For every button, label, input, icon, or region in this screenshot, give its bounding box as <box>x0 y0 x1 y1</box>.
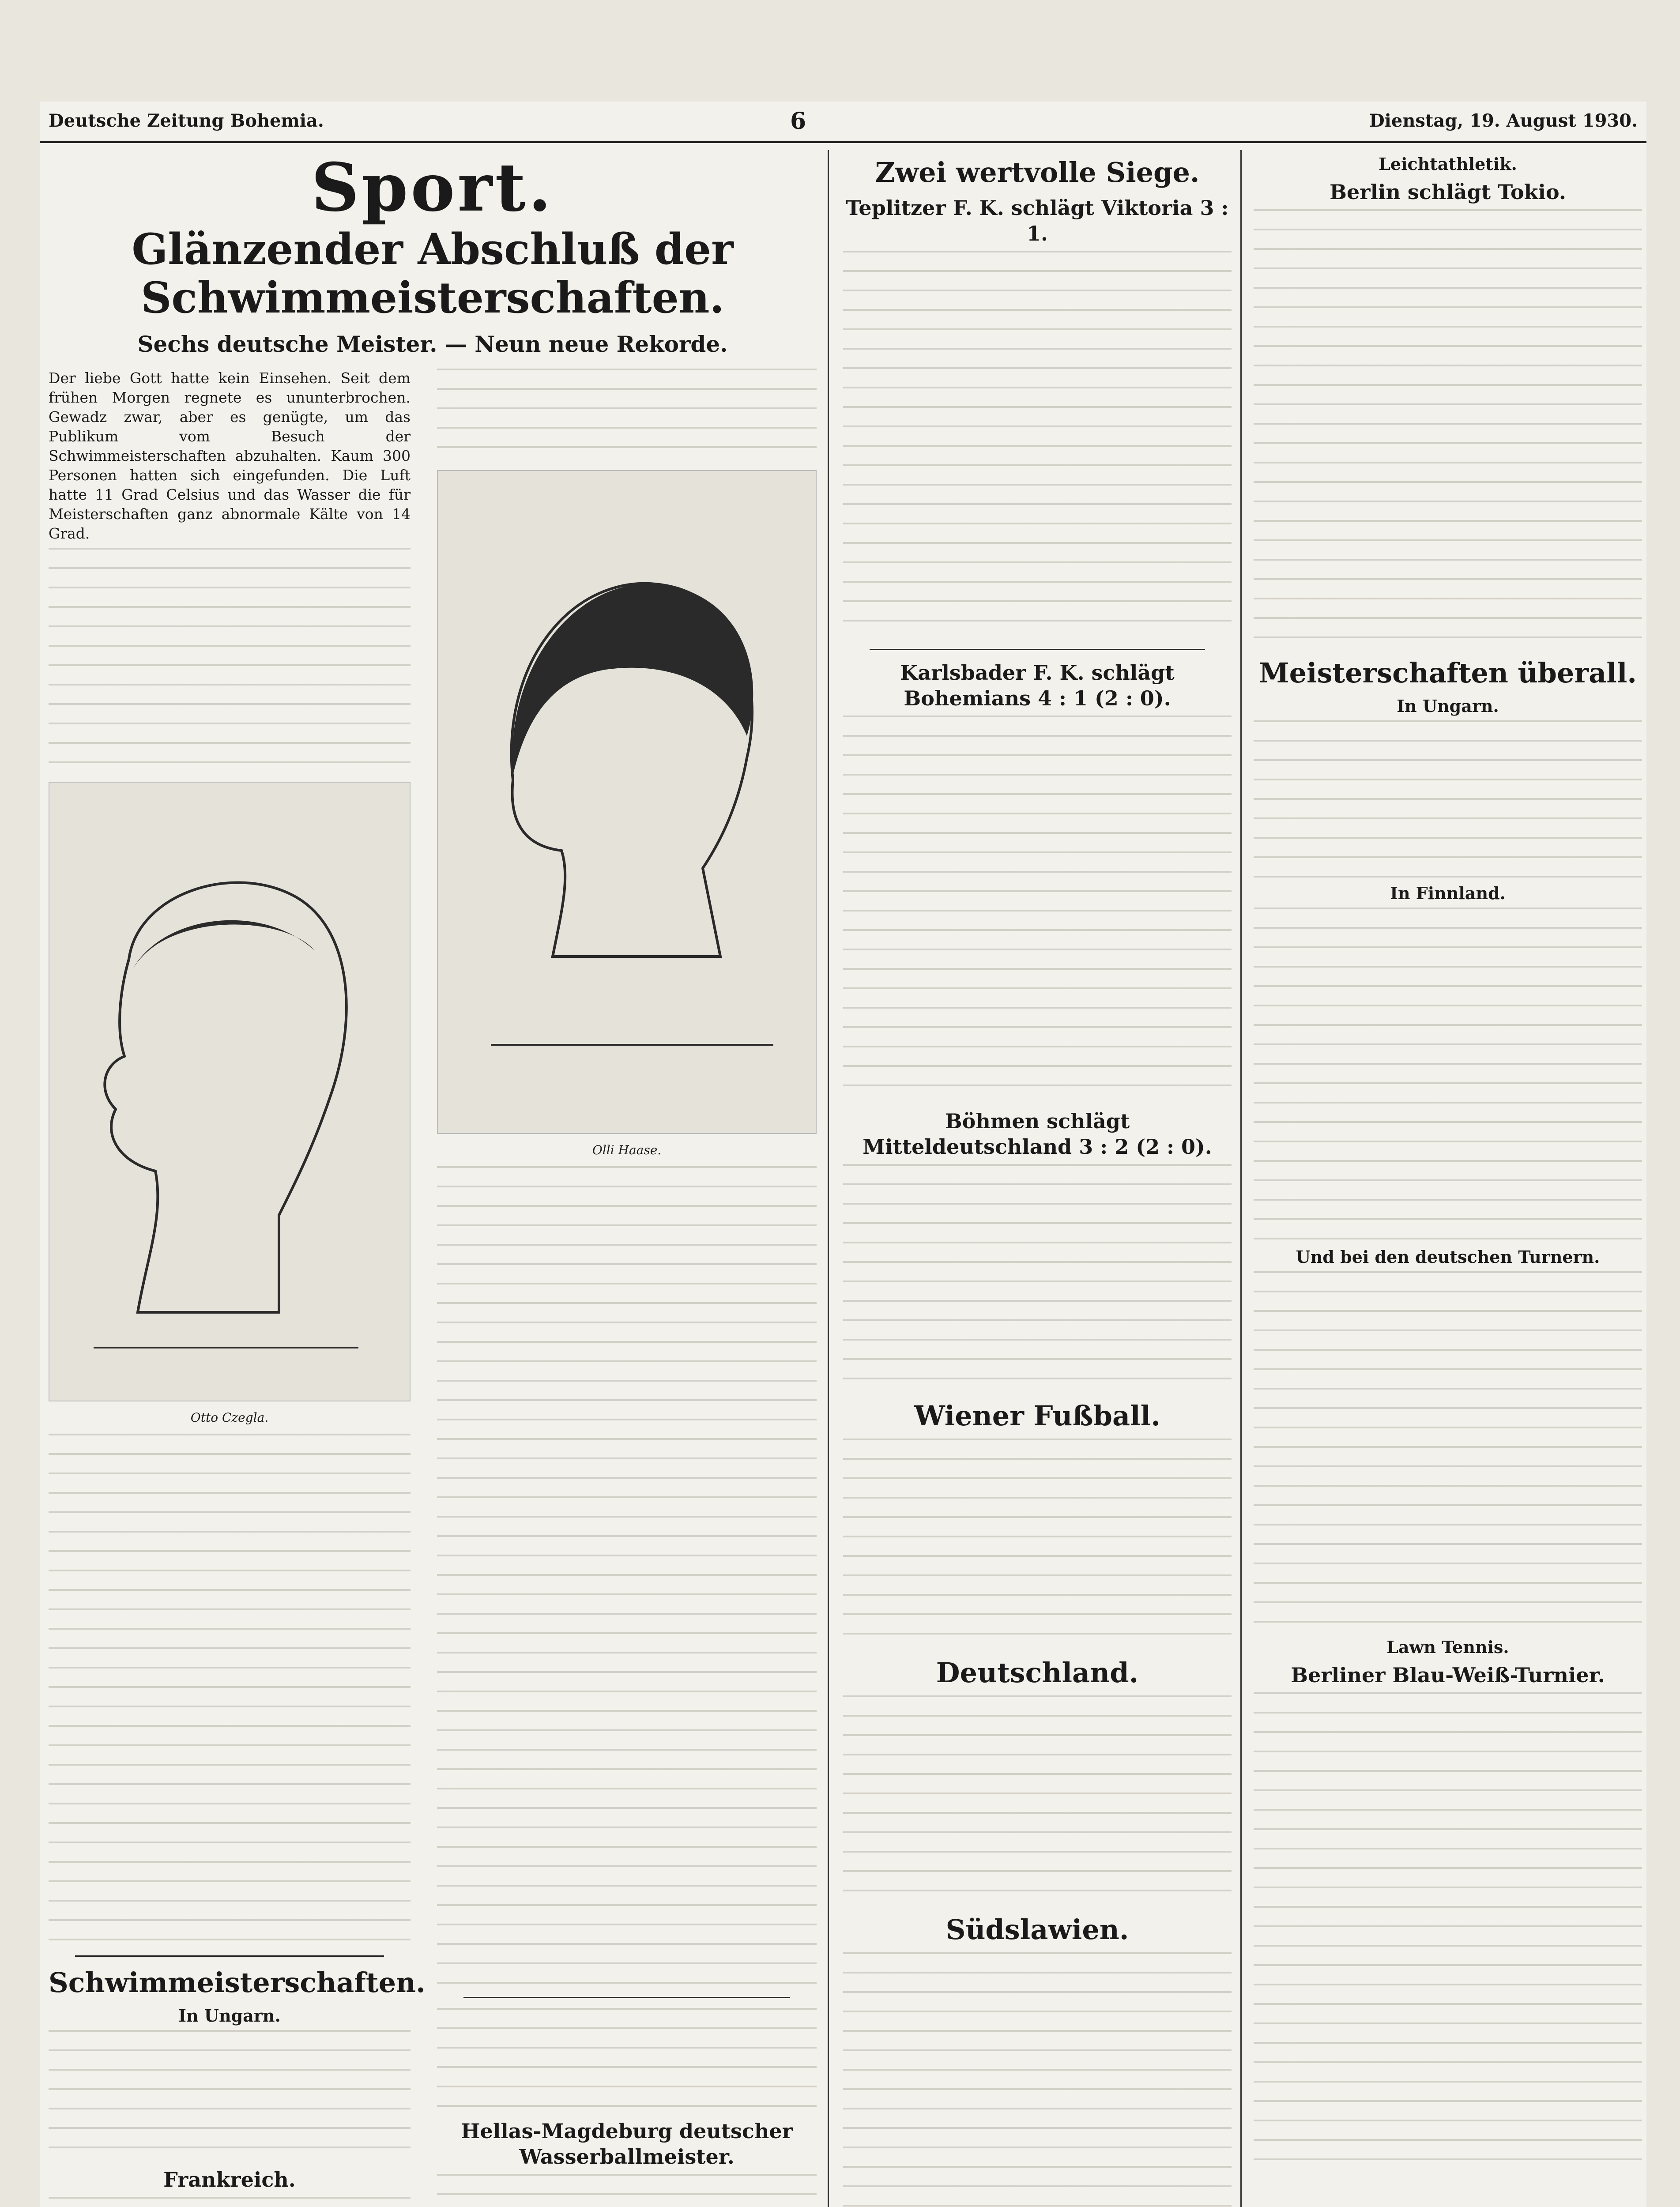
body-text-block <box>843 1952 1232 2207</box>
main-headline: Glänzender Abschluß der Schwimmeisterschaften. <box>132 224 734 323</box>
body-text-block <box>1254 1271 1642 1633</box>
article-col-right <box>437 369 817 2207</box>
column-rule <box>828 150 829 2207</box>
body-text-block <box>49 2197 411 2207</box>
body-text-block <box>49 2030 411 2162</box>
newspaper-page <box>40 102 1646 2207</box>
body-text-block <box>437 369 817 466</box>
body-text-block <box>437 2174 817 2207</box>
column-rule <box>1240 150 1242 2207</box>
body-text-block <box>1254 720 1642 879</box>
body-text-block <box>49 1434 411 1946</box>
body-text-block <box>1254 209 1642 651</box>
body-text-block <box>843 251 1232 639</box>
column-athletics <box>1254 150 1642 2207</box>
subsection-heading: In Finnland. <box>1390 883 1506 903</box>
article-heading: Wiener Fußball. <box>914 1400 1160 1432</box>
body-text-block <box>843 716 1232 1104</box>
divider <box>463 1997 790 1998</box>
caption-haase: Olli Haase. <box>592 1143 662 1157</box>
page-header <box>40 102 1646 143</box>
page-number: 6 <box>790 108 806 135</box>
body-text-block <box>1254 908 1642 1243</box>
divider <box>870 649 1205 650</box>
section-title: Sport. <box>311 150 554 226</box>
sub-headline: Sechs deutsche Meister. — Neun neue Rekorde. <box>137 331 728 357</box>
body-text-block <box>843 1439 1232 1650</box>
article-heading: Südslawien. <box>945 1913 1129 1946</box>
subsection-heading: Frankreich. <box>163 2168 296 2192</box>
subsection-heading: In Ungarn. <box>178 2006 281 2026</box>
portrait-otto-czegla <box>49 782 411 1401</box>
article-heading: Teplitzer F. K. schlägt Viktoria 3 : 1. <box>846 196 1229 245</box>
sketch-portrait-man <box>49 783 411 1401</box>
article-heading: Böhmen schlägt Mitteldeutschland 3 : 2 (2 : 0). <box>863 1109 1212 1159</box>
article-heading: Karlsbader F. K. schlägt Bohemians 4 : 1 (2 : 0). <box>900 661 1175 710</box>
subsection-heading: In Ungarn. <box>1397 696 1499 716</box>
divider <box>75 1955 384 1957</box>
article-columns <box>49 369 817 2207</box>
subsection-heading: Hellas-Magdeburg deutscher Wasserballmeister. <box>461 2119 793 2169</box>
body-text-block <box>843 1164 1232 1393</box>
article-heading: Deutschland. <box>936 1657 1139 1689</box>
body-text-block <box>49 548 411 777</box>
column-swimming <box>49 150 817 2207</box>
article-heading: Meisterschaften überall. <box>1258 657 1637 689</box>
subsection-heading: Und bei den deutschen Turnern. <box>1296 1247 1600 1267</box>
column-football <box>843 150 1232 2207</box>
article-col-left <box>49 369 426 2207</box>
body-text-block <box>843 1695 1232 1907</box>
section-heading: Leichtathletik. <box>1379 154 1517 174</box>
newspaper-name: Deutsche Zeitung Bohemia. <box>49 110 324 131</box>
body-text-block <box>1254 1692 1642 2178</box>
caption-czegla: Otto Czegla. <box>190 1410 269 1425</box>
issue-date: Dienstag, 19. August 1930. <box>1369 110 1638 131</box>
body-text-block <box>437 2008 817 2114</box>
section-heading: Zwei wertvolle Siege. <box>875 156 1200 188</box>
body-text-block <box>437 1166 817 1987</box>
article-lead: Der liebe Gott hatte kein Einsehen. Seit dem frühen Morgen regnete es ununterbrochen. Gewadz zwar, aber es genügte, um das Publikum vom Besuch der Schwimmeisterschaften abzuhalten. Kaum 300 Personen hatten sich eingefunden. Die Luft hatte 11 Grad Celsius und das Wasser die für Meisterschaften ganz abnormale Kälte von 14 Grad. <box>49 369 411 542</box>
article-heading: Berlin schlägt Tokio. <box>1330 180 1566 204</box>
portrait-olli-haase <box>437 470 817 1134</box>
subsection-title: Schwimmeisterschaften. <box>49 1966 426 1999</box>
subsection-heading: Lawn Tennis. <box>1386 1637 1509 1657</box>
article-heading: Berliner Blau-Weiß-Turnier. <box>1291 1663 1605 1687</box>
sketch-portrait-woman <box>438 471 817 1133</box>
